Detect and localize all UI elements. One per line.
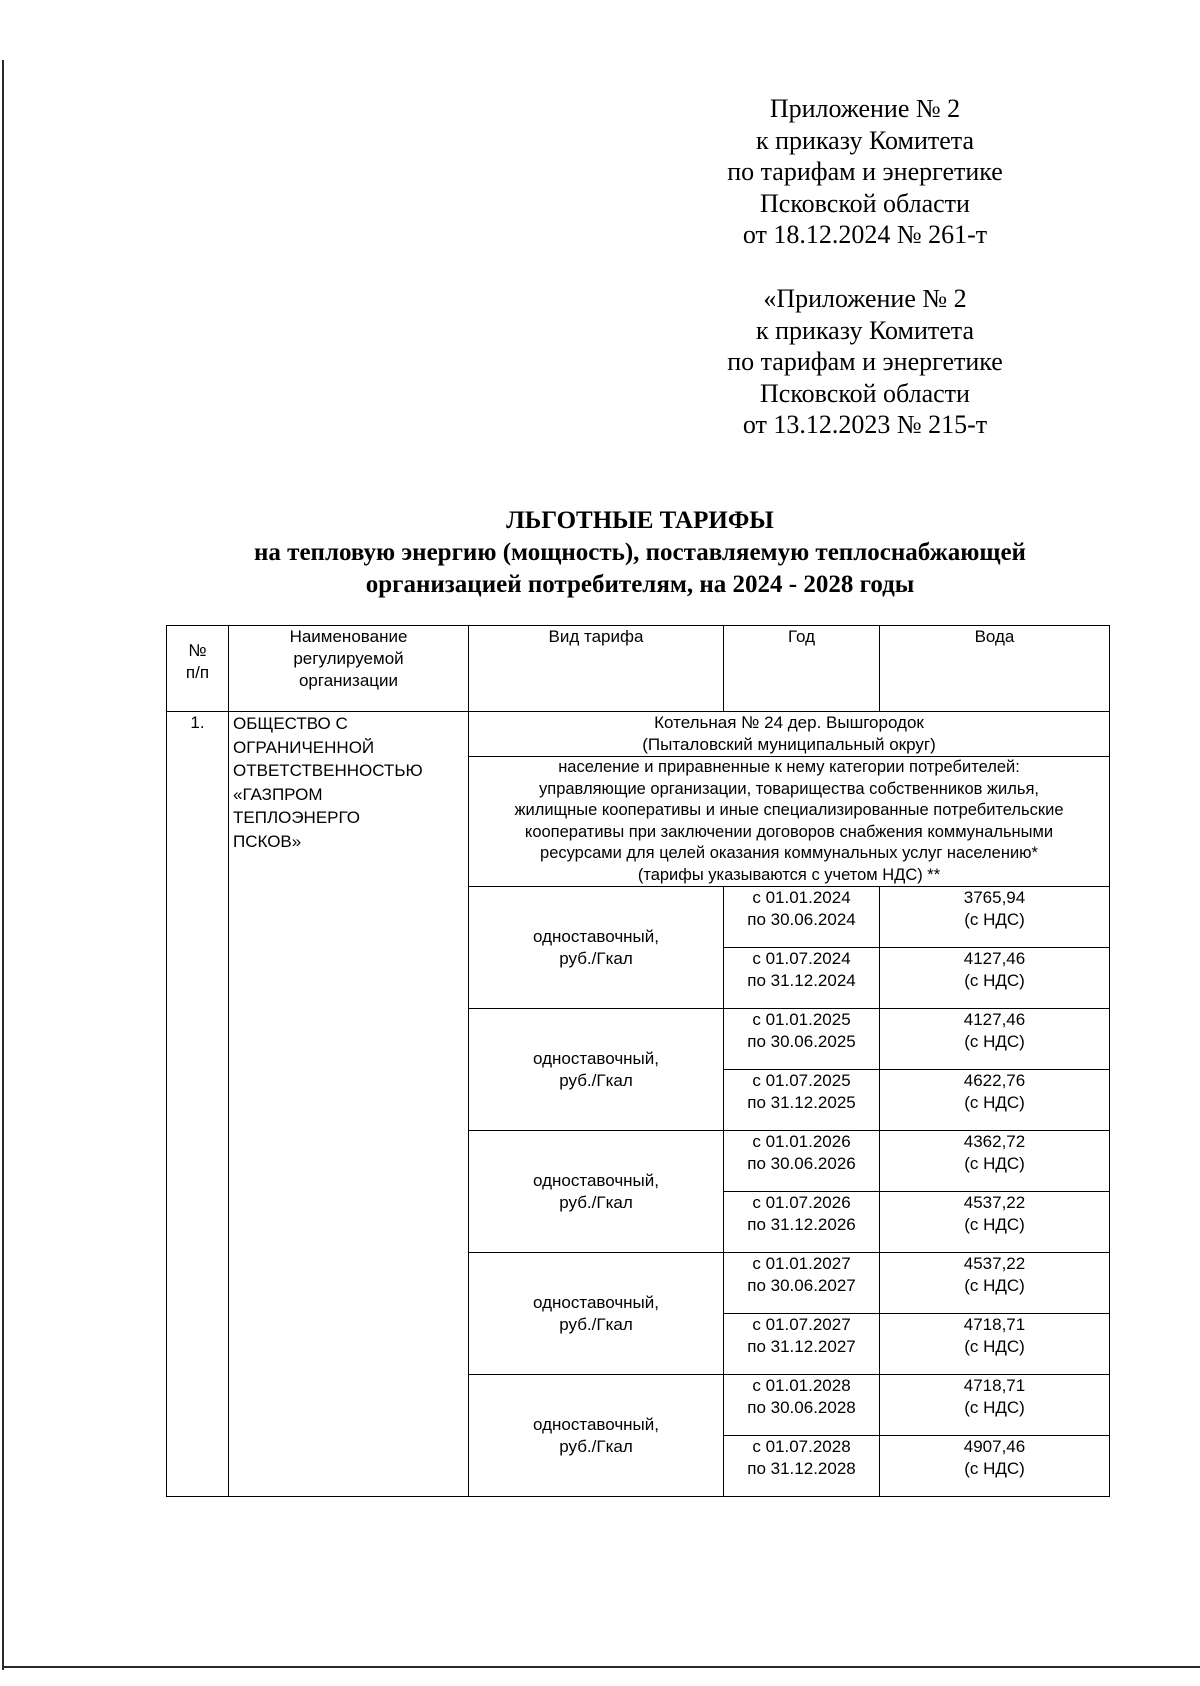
tariff-kind-line: одноставочный, bbox=[533, 1170, 659, 1190]
appendix-line: по тарифам и энергетике bbox=[727, 347, 1003, 376]
tariff-value bbox=[880, 1131, 1110, 1192]
appendix-line: Приложение № 2 bbox=[769, 94, 961, 123]
tariff-kind bbox=[469, 1131, 724, 1253]
header-number-line: № bbox=[188, 641, 207, 660]
tariff-value bbox=[880, 887, 1110, 948]
tariff-amount: 4537,22 bbox=[963, 1193, 1026, 1212]
organization-line: ТЕПЛОЭНЕРГО bbox=[233, 808, 360, 827]
header-org-line: регулируемой bbox=[293, 649, 404, 668]
tariff-vat: (с НДС) bbox=[964, 1276, 1025, 1295]
title-line: на тепловую энергию (мощность), поставляемую теплоснабжающей bbox=[254, 539, 1026, 566]
tariff-kind bbox=[469, 1375, 724, 1497]
tariff-kind-line: руб./Гкал bbox=[559, 1436, 633, 1456]
organization-line: ОГРАНИЧЕННОЙ bbox=[233, 737, 375, 757]
organization-line: ОТВЕТСТВЕННОСТЬЮ bbox=[233, 761, 423, 780]
tariff-amount: 4907,46 bbox=[963, 1437, 1026, 1456]
tariff-value bbox=[880, 1436, 1110, 1497]
title-line: организацией потребителям, на 2024 - 2028 годы bbox=[365, 571, 915, 598]
tariff-kind bbox=[469, 1253, 724, 1375]
period bbox=[724, 1253, 880, 1314]
tariff-vat: (с НДС) bbox=[964, 1337, 1025, 1356]
tariff-amount: 4127,46 bbox=[963, 1010, 1026, 1029]
category-line: ресурсами для целей оказания коммунальных услуг населению* bbox=[540, 844, 1038, 862]
tariff-value bbox=[880, 1253, 1110, 1314]
tariff-kind-line: одноставочный, bbox=[533, 926, 659, 946]
appendix-line: к приказу Комитета bbox=[755, 125, 974, 155]
organization-line: ПСКОВ» bbox=[233, 831, 302, 851]
appendix-current bbox=[700, 93, 1030, 251]
period-from: с 01.07.2026 bbox=[752, 1193, 851, 1212]
period-to: по 31.12.2028 bbox=[747, 1459, 856, 1478]
tariff-vat: (с НДС) bbox=[964, 1398, 1025, 1417]
tariff-amount: 4718,71 bbox=[963, 1315, 1026, 1334]
category-line: жилищные кооперативы и иные специализированные потребительские bbox=[514, 801, 1064, 819]
tariff-vat: (с НДС) bbox=[964, 971, 1025, 990]
period-to: по 31.12.2025 bbox=[747, 1093, 856, 1112]
tariff-value bbox=[880, 1314, 1110, 1375]
tariff-kind-line: руб./Гкал bbox=[559, 1314, 633, 1334]
period-to: по 30.06.2025 bbox=[747, 1032, 856, 1051]
appendix-line: «Приложение № 2 bbox=[763, 284, 967, 313]
boiler-line: Котельная № 24 дер. Вышгородок bbox=[654, 713, 924, 732]
tariff-amount: 4537,22 bbox=[963, 1254, 1026, 1273]
tariff-vat: (с НДС) bbox=[964, 1032, 1025, 1051]
tariff-value bbox=[880, 1375, 1110, 1436]
tariff-kind bbox=[469, 1009, 724, 1131]
period-from: с 01.07.2025 bbox=[752, 1071, 851, 1090]
appendix-line: к приказу Комитета bbox=[755, 315, 974, 345]
tariff-kind-line: руб./Гкал bbox=[559, 1192, 633, 1212]
tariff-kind-line: руб./Гкал bbox=[559, 1070, 633, 1090]
period bbox=[724, 1070, 880, 1131]
category-line: управляющие организации, товарищества собственников жилья, bbox=[539, 779, 1039, 798]
appendix-line: Псковской области bbox=[760, 188, 970, 218]
period-to: по 31.12.2024 bbox=[747, 971, 856, 990]
tariffs-table bbox=[166, 625, 1110, 1497]
period-to: по 30.06.2028 bbox=[747, 1398, 856, 1417]
category-line: население и приравненные к нему категории потребителей: bbox=[558, 758, 1020, 776]
period bbox=[724, 1375, 880, 1436]
appendix-line: от 18.12.2024 № 261-т bbox=[742, 220, 988, 249]
tariff-vat: (с НДС) bbox=[964, 910, 1025, 929]
tariff-kind bbox=[469, 887, 724, 1009]
header-water: Вода bbox=[880, 626, 1110, 712]
period-from: с 01.01.2024 bbox=[752, 888, 851, 907]
tariff-kind-line: одноставочный, bbox=[533, 1292, 659, 1312]
period bbox=[724, 887, 880, 948]
tariff-kind-line: одноставочный, bbox=[533, 1414, 659, 1434]
title-line: ЛЬГОТНЫЕ ТАРИФЫ bbox=[506, 507, 774, 534]
consumer-category bbox=[469, 757, 1110, 887]
organization-line: ОБЩЕСТВО С bbox=[233, 714, 348, 733]
tariff-kind-line: одноставочный, bbox=[533, 1048, 659, 1068]
period-from: с 01.07.2028 bbox=[752, 1437, 851, 1456]
category-line: кооперативы при заключении договоров снабжения коммунальными bbox=[524, 822, 1054, 841]
tariff-amount: 4718,71 bbox=[963, 1376, 1026, 1395]
boiler-house bbox=[469, 712, 1110, 757]
organization-line: «ГАЗПРОМ bbox=[233, 784, 323, 804]
appendix-line: от 13.12.2023 № 215-т bbox=[742, 410, 988, 439]
table-header-row bbox=[167, 626, 1110, 712]
tariff-value bbox=[880, 1070, 1110, 1131]
period bbox=[724, 1314, 880, 1375]
tariff-value bbox=[880, 948, 1110, 1009]
header-number-line: п/п bbox=[185, 663, 210, 682]
tariff-vat: (с НДС) bbox=[964, 1093, 1025, 1112]
period-from: с 01.01.2026 bbox=[752, 1132, 851, 1151]
period-from: с 01.01.2025 bbox=[752, 1010, 851, 1029]
period-to: по 31.12.2026 bbox=[747, 1215, 856, 1234]
period bbox=[724, 1009, 880, 1070]
tariff-amount: 3765,94 bbox=[963, 888, 1026, 907]
tariff-value bbox=[880, 1009, 1110, 1070]
appendix-line: по тарифам и энергетике bbox=[727, 157, 1003, 186]
boiler-line: (Пыталовский муниципальный округ) bbox=[642, 735, 936, 754]
period bbox=[724, 1436, 880, 1497]
period-from: с 01.01.2028 bbox=[752, 1376, 851, 1395]
tariff-kind-line: руб./Гкал bbox=[559, 948, 633, 968]
period-from: с 01.07.2024 bbox=[752, 949, 851, 968]
header-org-line: организации bbox=[298, 671, 399, 690]
period-to: по 31.12.2027 bbox=[747, 1337, 856, 1356]
period-to: по 30.06.2026 bbox=[747, 1154, 856, 1173]
tariff-vat: (с НДС) bbox=[964, 1215, 1025, 1234]
period bbox=[724, 948, 880, 1009]
header-year: Год bbox=[724, 626, 880, 712]
appendix-previous bbox=[700, 283, 1030, 441]
tariff-amount: 4622,76 bbox=[963, 1071, 1026, 1090]
category-line: (тарифы указываются с учетом НДС) ** bbox=[637, 865, 941, 884]
tariff-vat: (с НДС) bbox=[964, 1154, 1025, 1173]
organization-name bbox=[229, 712, 469, 1497]
document-title bbox=[150, 505, 1130, 601]
period-to: по 30.06.2024 bbox=[747, 910, 856, 929]
header-organization bbox=[229, 626, 469, 712]
header-org-line: Наименование bbox=[289, 627, 408, 646]
period bbox=[724, 1192, 880, 1253]
period bbox=[724, 1131, 880, 1192]
period-to: по 30.06.2027 bbox=[747, 1276, 856, 1295]
row-number: 1. bbox=[167, 712, 229, 1497]
header-number bbox=[167, 626, 229, 712]
table-row bbox=[167, 712, 1110, 757]
tariff-value bbox=[880, 1192, 1110, 1253]
tariff-vat: (с НДС) bbox=[964, 1459, 1025, 1478]
period-from: с 01.01.2027 bbox=[752, 1254, 851, 1273]
scan-border-left bbox=[2, 60, 4, 1670]
period-from: с 01.07.2027 bbox=[752, 1315, 851, 1334]
appendix-line: Псковской области bbox=[760, 378, 970, 408]
scan-border-bottom bbox=[4, 1666, 1200, 1668]
tariff-amount: 4127,46 bbox=[963, 949, 1026, 968]
tariff-amount: 4362,72 bbox=[963, 1132, 1026, 1151]
header-tariff-kind: Вид тарифа bbox=[469, 626, 724, 712]
